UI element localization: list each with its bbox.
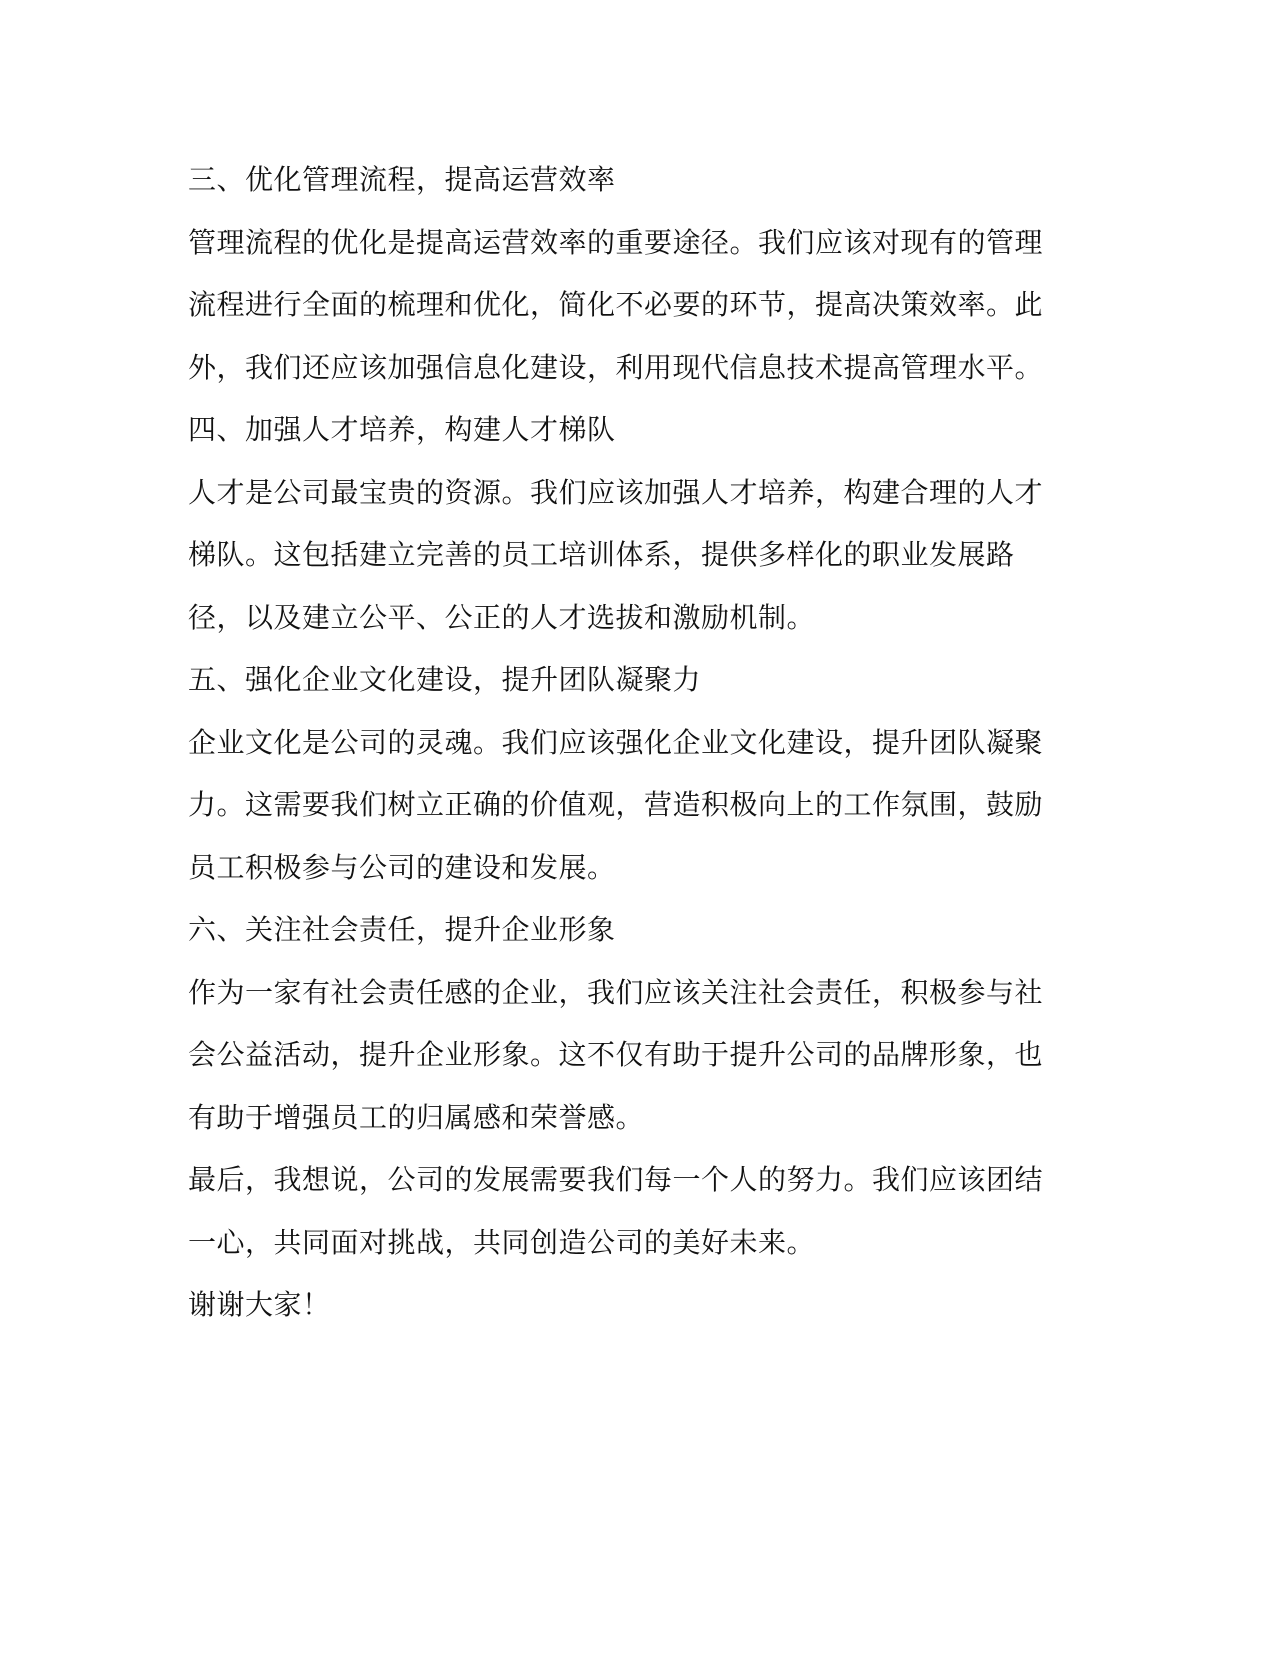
paragraph-line: 径，以及建立公平、公正的人才选拔和激励机制。 [188, 600, 816, 634]
paragraph-line: 梯队。这包括建立完善的员工培训体系，提供多样化的职业发展路 [188, 538, 1015, 571]
paragraph-line: 流程进行全面的梳理和优化，简化不必要的环节，提高决策效率。此 [188, 288, 1044, 321]
paragraph-line: 力。这需要我们树立正确的价值观，营造积极向上的工作氛围，鼓励 [188, 788, 1044, 821]
paragraph-line: 有助于增强员工的归属感和荣誉感。 [188, 1100, 645, 1134]
section-heading-6: 六、关注社会责任，提升企业形象 [188, 913, 616, 946]
paragraph-line: 会公益活动，提升企业形象。这不仅有助于提升公司的品牌形象，也 [188, 1038, 1044, 1071]
thanks-line: 谢谢大家！ [188, 1288, 331, 1321]
paragraph-line: 员工积极参与公司的建设和发展。 [188, 850, 616, 884]
closing-line: 一心，共同面对挑战，共同创造公司的美好未来。 [188, 1225, 816, 1259]
paragraph-line: 作为一家有社会责任感的企业，我们应该关注社会责任，积极参与社 [188, 975, 1044, 1009]
closing-line: 最后，我想说，公司的发展需要我们每一个人的努力。我们应该团结 [188, 1163, 1044, 1196]
document-page [188, 158, 1068, 1346]
section-heading-5: 五、强化企业文化建设，提升团队凝聚力 [188, 663, 702, 696]
paragraph-line: 人才是公司最宝贵的资源。我们应该加强人才培养，构建合理的人才 [188, 475, 1044, 509]
paragraph-line: 企业文化是公司的灵魂。我们应该强化企业文化建设，提升团队凝聚 [188, 725, 1044, 759]
paragraph-line: 管理流程的优化是提高运营效率的重要途径。我们应该对现有的管理 [188, 225, 1044, 259]
section-heading-4: 四、加强人才培养，构建人才梯队 [188, 413, 616, 446]
section-heading-3: 三、优化管理流程，提高运营效率 [188, 163, 616, 196]
paragraph-line: 外，我们还应该加强信息化建设，利用现代信息技术提高管理水平。 [188, 350, 1044, 384]
